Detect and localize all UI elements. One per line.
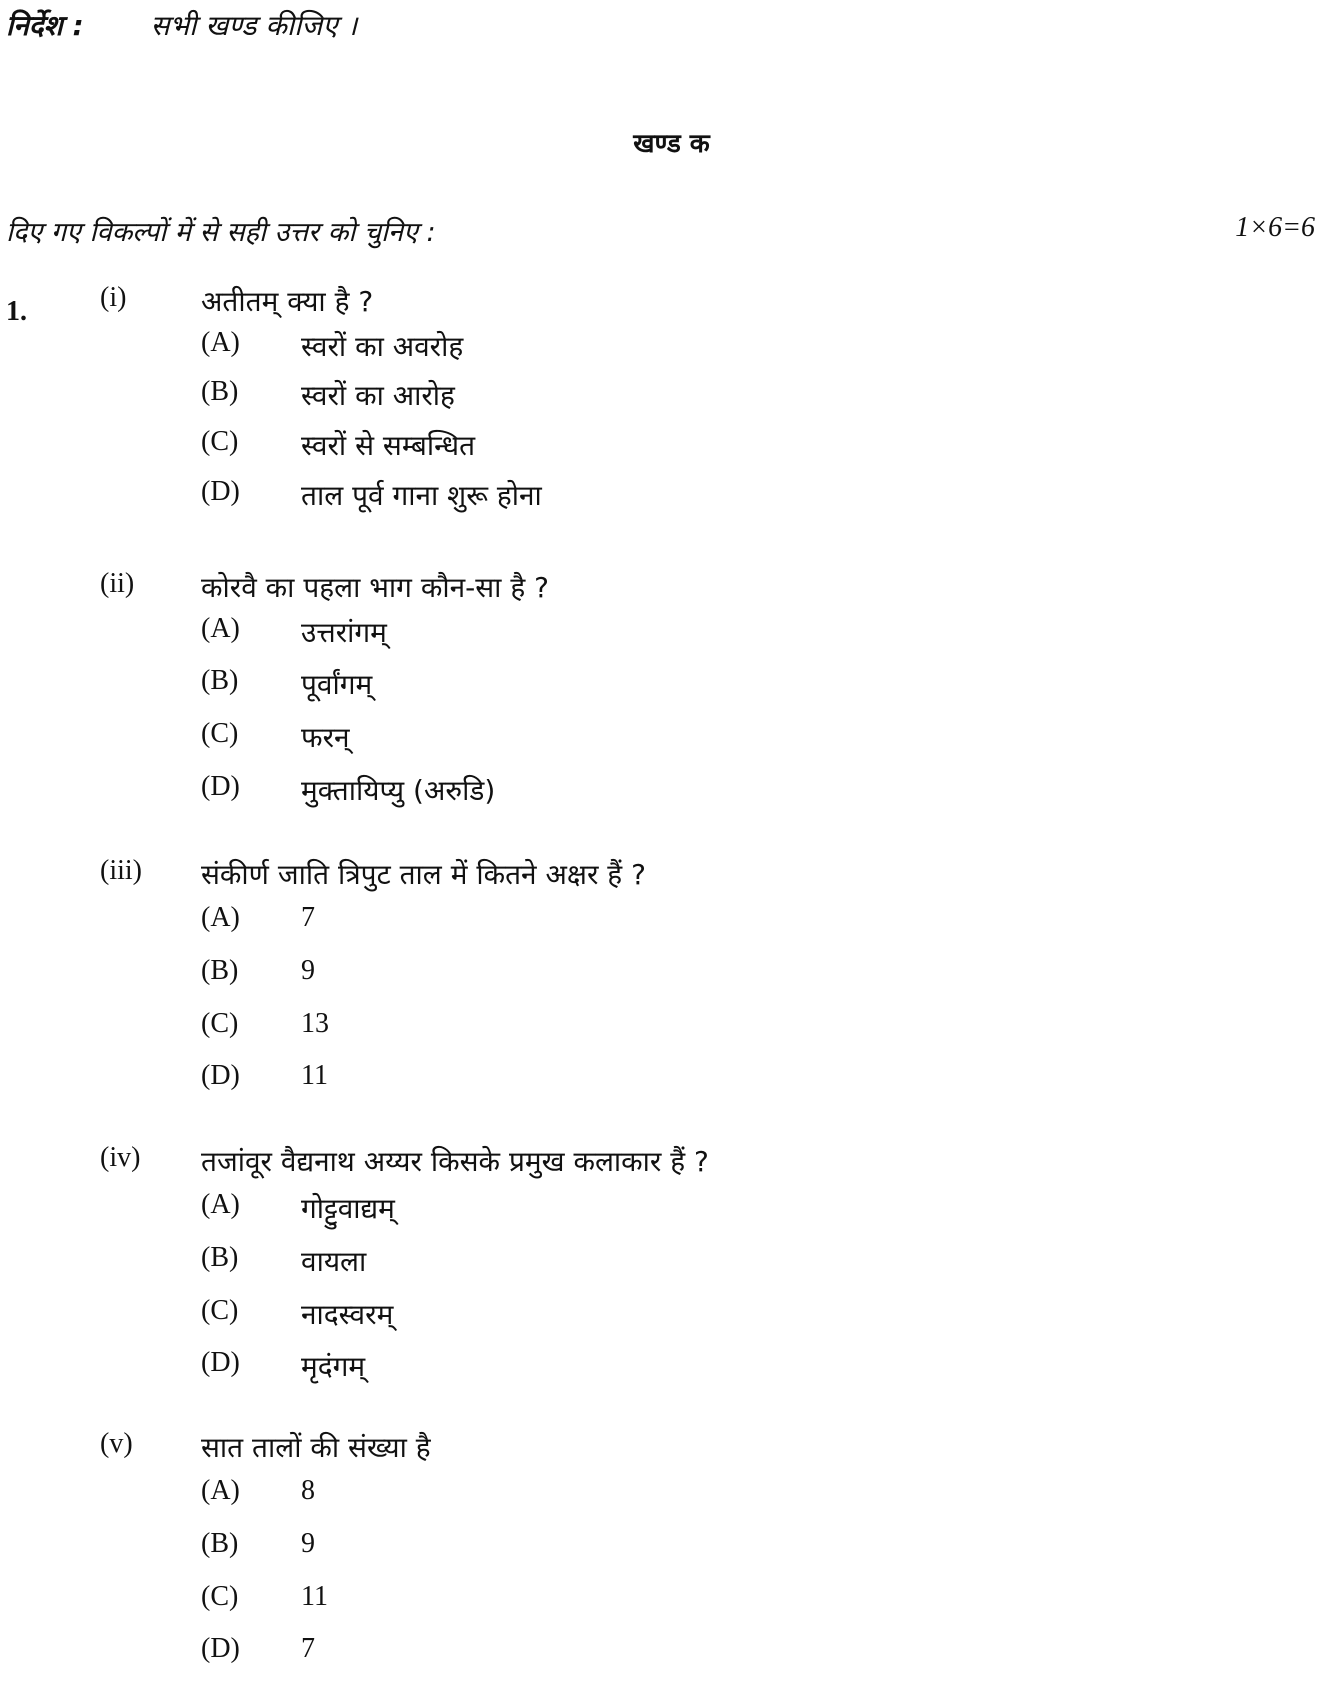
subquestion-stem: अतीतम् क्या है ? — [201, 285, 374, 318]
marks-allocation: 1×6=6 — [1235, 212, 1315, 243]
option-letter: (C) — [201, 1008, 239, 1039]
option-text: 8 — [301, 1475, 315, 1506]
option-text: 7 — [301, 902, 315, 933]
subquestion-roman: (iv) — [100, 1142, 141, 1173]
option-text: 11 — [301, 1060, 328, 1091]
option-letter: (A) — [201, 1189, 240, 1220]
subquestion-stem: संकीर्ण जाति त्रिपुट ताल में कितने अक्षर हैं ? — [201, 858, 646, 891]
option-text: उत्तरांगम् — [301, 616, 387, 649]
option-letter: (D) — [201, 1060, 240, 1091]
question-number: 1. — [6, 296, 27, 327]
subquestion-stem: तजांवूर वैद्यनाथ अय्यर किसके प्रमुख कलाकार हैं ? — [201, 1145, 709, 1178]
option-letter: (C) — [201, 1581, 239, 1612]
option-letter: (C) — [201, 718, 239, 749]
option-letter: (B) — [201, 665, 239, 696]
subquestion-roman: (iii) — [100, 855, 142, 886]
option-text: 11 — [301, 1581, 328, 1612]
option-letter: (B) — [201, 376, 239, 407]
option-text: स्वरों से सम्बन्धित — [301, 429, 476, 462]
subquestion-roman: (i) — [100, 282, 127, 313]
option-letter: (D) — [201, 1347, 240, 1378]
option-text: मुक्तायिप्यु (अरुडि) — [301, 774, 496, 807]
option-letter: (D) — [201, 1633, 240, 1664]
option-text: 13 — [301, 1008, 329, 1039]
option-text: 9 — [301, 955, 315, 986]
instructions-label: निर्देश : — [6, 9, 84, 42]
option-text: पूर्वांगम् — [301, 668, 373, 701]
option-letter: (C) — [201, 1295, 239, 1326]
option-letter: (A) — [201, 1475, 240, 1506]
option-text: फरन् — [301, 721, 350, 754]
option-letter: (B) — [201, 1528, 239, 1559]
option-letter: (D) — [201, 771, 240, 802]
option-letter: (B) — [201, 955, 239, 986]
subquestion-roman: (ii) — [100, 568, 135, 599]
option-text: ताल पूर्व गाना शुरू होना — [301, 479, 542, 512]
subquestion-roman: (v) — [100, 1428, 133, 1459]
section-title: खण्ड क — [633, 129, 710, 159]
option-text: नादस्वरम् — [301, 1298, 394, 1331]
option-letter: (A) — [201, 327, 240, 358]
option-letter: (C) — [201, 426, 239, 457]
instructions-text: सभी खण्ड कीजिए । — [150, 9, 358, 42]
option-text: 7 — [301, 1633, 315, 1664]
option-letter: (D) — [201, 476, 240, 507]
option-text: गोट्टुवाद्यम् — [301, 1192, 395, 1225]
option-text: स्वरों का अवरोह — [301, 330, 464, 363]
option-text: 9 — [301, 1528, 315, 1559]
option-text: स्वरों का आरोह — [301, 379, 455, 412]
option-letter: (A) — [201, 613, 240, 644]
option-text: मृदंगम् — [301, 1350, 366, 1383]
option-letter: (A) — [201, 902, 240, 933]
subquestion-stem: कोरवै का पहला भाग कौन-सा है ? — [201, 571, 549, 604]
instructions — [6, 6, 357, 44]
option-text: वायला — [301, 1245, 367, 1278]
option-letter: (B) — [201, 1242, 239, 1273]
directive-text: दिए गए विकल्पों में से सही उत्तर को चुनिए : — [6, 217, 436, 248]
subquestion-stem: सात तालों की संख्या है — [201, 1431, 431, 1464]
